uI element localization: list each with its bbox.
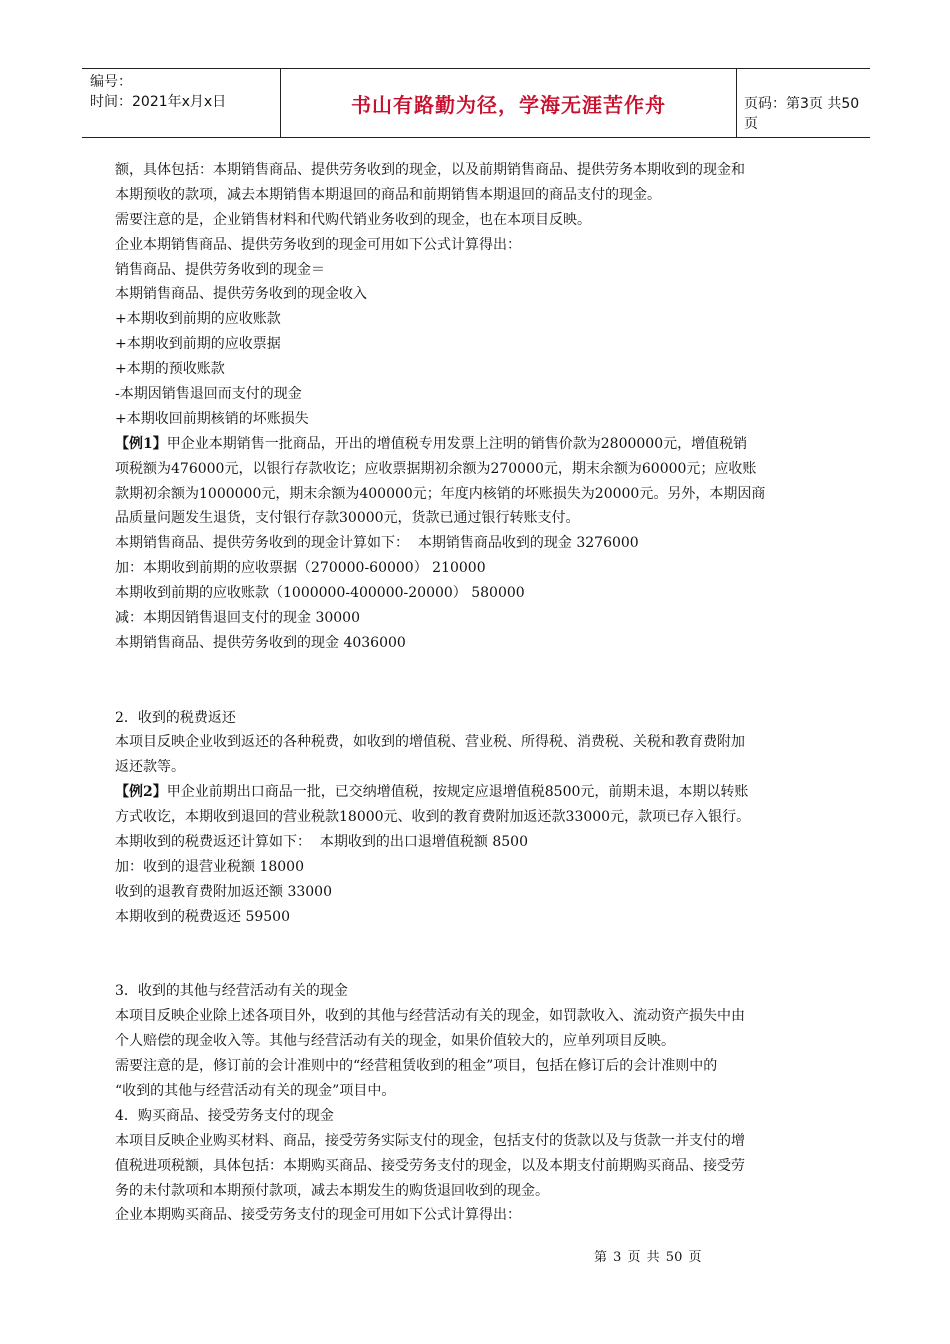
example-1-line bbox=[115, 432, 835, 457]
example-2-label: 【例2】 bbox=[115, 784, 167, 801]
body-line: 企业本期销售商品、提供劳务收到的现金可用如下公式计算得出： bbox=[115, 236, 521, 253]
blank-line bbox=[115, 656, 835, 681]
body-line: +本期收到前期的应收账款 bbox=[115, 311, 281, 328]
header-motto: 书山有路勤为径，学海无涯苦作舟 bbox=[280, 69, 737, 137]
blank-line bbox=[115, 930, 835, 955]
body-line: 值税进项税额，具体包括：本期购买商品、接受劳务支付的现金，以及本期支付前期购买商品、接受劳 bbox=[115, 1157, 745, 1174]
blank-line bbox=[115, 681, 835, 706]
body-line: 额，具体包括：本期销售商品、提供劳务收到的现金，以及前期销售商品、提供劳务本期收到的现金和 bbox=[115, 162, 745, 178]
document-body bbox=[115, 158, 835, 1228]
body-line: 方式收讫，本期收到退回的营业税款18000元、收到的教育费附加返还款33000元，款项已存入银行。 bbox=[115, 809, 751, 826]
body-line: 返还款等。 bbox=[115, 759, 185, 776]
body-line: 务的未付款项和本期预付款项，减去本期发生的购货退回收到的现金。 bbox=[115, 1182, 549, 1199]
body-line: 企业本期购买商品、接受劳务支付的现金可用如下公式计算得出： bbox=[115, 1207, 521, 1224]
body-line: 本项目反映企业收到返还的各种税费，如收到的增值税、营业税、所得税、消费税、关税和教育费附加 bbox=[115, 734, 745, 751]
body-line: 款期初余额为1000000元，期末余额为400000元；年度内核销的坏账损失为20000元。另外，本期因商 bbox=[115, 485, 766, 502]
body-line: 本期收到的税费返还计算如下： 本期收到的出口退增值税额 8500 bbox=[115, 834, 528, 851]
example-2-line bbox=[115, 780, 835, 805]
example-2-text: 甲企业前期出口商品一批，已交纳增值税，按规定应退增值税8500元，前期未退，本期以转账 bbox=[166, 784, 749, 801]
body-line: 需要注意的是，企业销售材料和代购代销业务收到的现金，也在本项目反映。 bbox=[115, 211, 591, 228]
body-line: -本期因销售退回而支付的现金 bbox=[115, 386, 302, 403]
body-line: 项税额为476000元，以银行存款收讫；应收票据期初余额为270000元，期末余额为60000元；应收账 bbox=[115, 460, 757, 477]
example-1-label: 【例1】 bbox=[115, 435, 167, 452]
body-line: 加：收到的退营业税额 18000 bbox=[115, 858, 304, 875]
body-line: 需要注意的是，修订前的会计准则中的“经营租赁收到的租金”项目，包括在修订后的会计准则中的 bbox=[115, 1058, 718, 1075]
body-line: 销售商品、提供劳务收到的现金＝ bbox=[115, 261, 325, 278]
header-info bbox=[82, 69, 280, 137]
body-line: 本项目反映企业除上述各项目外，收到的其他与经营活动有关的现金，如罚款收入、流动资产损失中由 bbox=[115, 1008, 745, 1025]
header-page-number: 页码：第3页 共50页 bbox=[744, 96, 860, 132]
body-line: 本期预收的款项，减去本期销售本期退回的商品和前期销售本期退回的商品支付的现金。 bbox=[115, 186, 661, 203]
page-header bbox=[82, 68, 870, 138]
page-footer: 第 3 页 共 50 页 bbox=[594, 1250, 702, 1265]
body-line: “收到的其他与经营活动有关的现金”项目中。 bbox=[115, 1082, 396, 1099]
section-heading: 4．购买商品、接受劳务支付的现金 bbox=[115, 1107, 334, 1124]
body-line: 个人赔偿的现金收入等。其他与经营活动有关的现金，如果价值较大的，应单列项目反映。 bbox=[115, 1033, 675, 1050]
document-number: 编号： bbox=[90, 74, 132, 90]
body-line: 本期销售商品、提供劳务收到的现金计算如下： 本期销售商品收到的现金 3276000 bbox=[115, 535, 639, 552]
section-heading: 2．收到的税费返还 bbox=[115, 709, 236, 726]
body-line: 本期收到的税费返还 59500 bbox=[115, 908, 290, 925]
section-heading: 3．收到的其他与经营活动有关的现金 bbox=[115, 983, 348, 1000]
body-line: +本期收到前期的应收票据 bbox=[115, 336, 281, 353]
blank-line bbox=[115, 955, 835, 980]
body-line: +本期的预收账款 bbox=[115, 361, 225, 378]
body-line: +本期收回前期核销的坏账损失 bbox=[115, 410, 309, 427]
body-line: 收到的退教育费附加返还额 33000 bbox=[115, 883, 332, 900]
body-line: 减：本期因销售退回支付的现金 30000 bbox=[115, 610, 360, 627]
document-date: 时间：2021年x月x日 bbox=[90, 94, 227, 110]
body-line: 本期销售商品、提供劳务收到的现金 4036000 bbox=[115, 634, 406, 651]
example-1-text: 甲企业本期销售一批商品，开出的增值税专用发票上注明的销售价款为2800000元，增值税销 bbox=[166, 435, 748, 452]
body-line: 本期销售商品、提供劳务收到的现金收入 bbox=[115, 286, 367, 303]
body-line: 加：本期收到前期的应收票据（270000-60000） 210000 bbox=[115, 560, 486, 577]
body-line: 本项目反映企业购买材料、商品，接受劳务实际支付的现金，包括支付的货款以及与货款一并支付的增 bbox=[115, 1132, 745, 1149]
body-line: 品质量问题发生退货，支付银行存款30000元，货款已通过银行转账支付。 bbox=[115, 510, 580, 527]
body-line: 本期收到前期的应收账款（1000000-400000-20000） 580000 bbox=[115, 585, 525, 602]
